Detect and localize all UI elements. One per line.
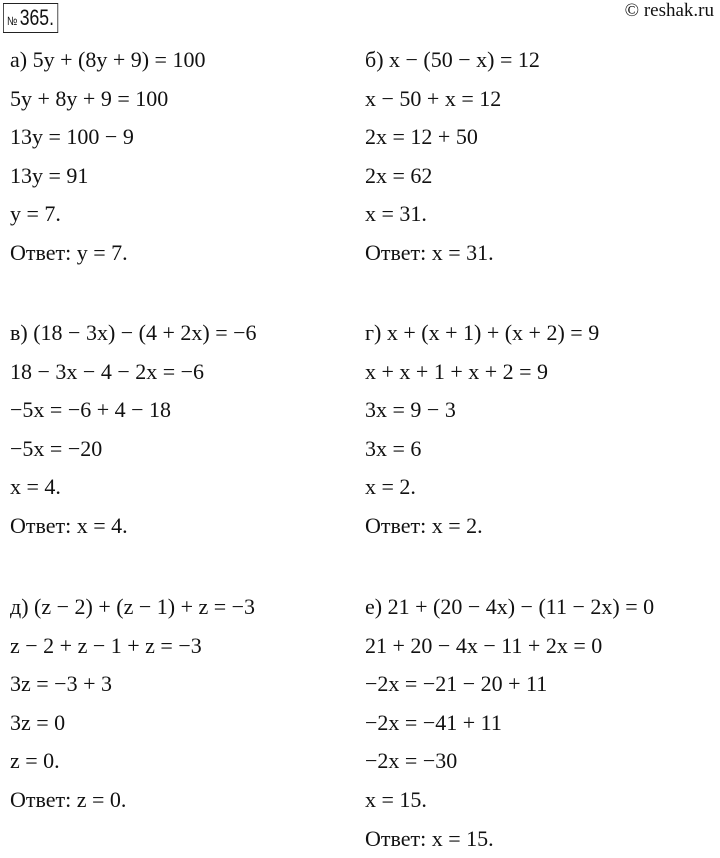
solution-block-d [10, 588, 255, 820]
equation-line: z = 0. [10, 748, 60, 774]
equation-line: x = 15. [365, 786, 427, 812]
equation-line: г) x + (x + 1) + (x + 2) = 9 [365, 320, 600, 345]
equation-line: 13y = 100 − 9 [10, 124, 134, 150]
equation-line: 3z = −3 + 3 [10, 671, 112, 697]
equation-line: x = 4. [10, 474, 61, 500]
solution-block-g [365, 314, 599, 546]
solution-block-b [365, 41, 540, 273]
equation-line: −5x = −20 [10, 435, 103, 461]
equation-line: 2x = 12 + 50 [365, 124, 478, 150]
equation-line: −2x = −21 − 20 + 11 [365, 671, 548, 697]
equation-line: 13y = 91 [10, 162, 89, 188]
equation-line: x − 50 + x = 12 [365, 85, 502, 111]
equation-line: 5y + 8y + 9 = 100 [10, 85, 169, 111]
equation-line: 3z = 0 [10, 709, 66, 735]
equation-line: x = 31. [365, 201, 427, 227]
equation-line: y = 7. [10, 201, 61, 227]
equation-line: −2x = −41 + 11 [365, 709, 502, 735]
equation-line: в) (18 − 3x) − (4 + 2x) = −6 [10, 320, 257, 345]
solution-block-a [10, 41, 205, 273]
equation-line: Ответ: x = 2. [365, 512, 483, 538]
watermark: © reshak.ru [624, 0, 714, 21]
equation-line: Ответ: z = 0. [10, 786, 127, 812]
exercise-number [3, 3, 58, 33]
exercise-number-text: 365. [19, 5, 54, 30]
equation-line: 3x = 9 − 3 [365, 397, 456, 423]
equation-line: е) 21 + (20 − 4x) − (11 − 2x) = 0 [365, 594, 655, 619]
equation-line: Ответ: y = 7. [10, 239, 128, 265]
equation-line: x = 2. [365, 474, 416, 500]
number-sign: № [7, 14, 18, 28]
equation-line: Ответ: x = 15. [365, 825, 494, 851]
solution-block-v [10, 314, 257, 546]
equation-line: д) (z − 2) + (z − 1) + z = −3 [10, 594, 256, 619]
equation-line: 3x = 6 [365, 435, 422, 461]
equation-line: 18 − 3x − 4 − 2x = −6 [10, 358, 205, 384]
equation-line: −2x = −30 [365, 748, 458, 774]
equation-line: x + x + 1 + x + 2 = 9 [365, 358, 549, 384]
equation-line: Ответ: x = 31. [365, 239, 494, 265]
equation-line: а) 5y + (8y + 9) = 100 [10, 47, 206, 72]
equation-line: z − 2 + z − 1 + z = −3 [10, 632, 202, 658]
equation-line: б) x − (50 − x) = 12 [365, 47, 540, 72]
equation-line: 2x = 62 [365, 162, 433, 188]
equation-line: 21 + 20 − 4x − 11 + 2x = 0 [365, 632, 603, 658]
equation-line: Ответ: x = 4. [10, 512, 128, 538]
equation-line: −5x = −6 + 4 − 18 [10, 397, 172, 423]
solution-block-e [365, 588, 654, 858]
